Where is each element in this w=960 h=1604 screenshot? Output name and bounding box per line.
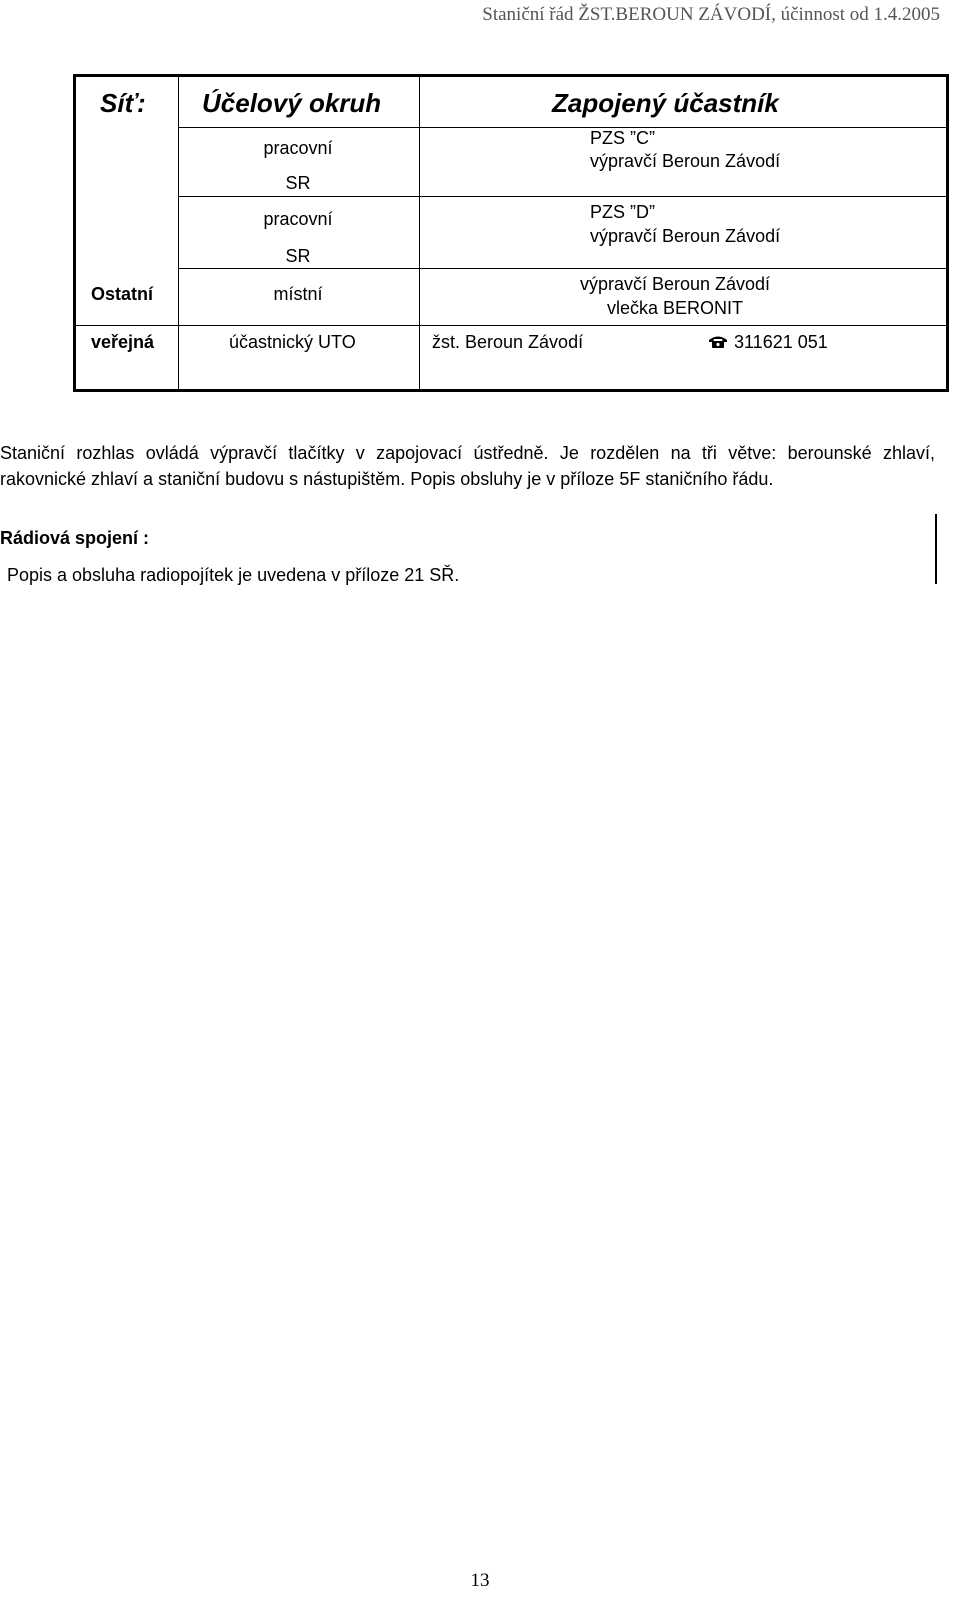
table-cell-circuit: místní [273, 284, 323, 304]
announcement-paragraph [0, 440, 935, 492]
page-header: Staniční řád ŽST.BEROUN ZÁVODÍ, účinnost od 1.4.2005 [482, 4, 940, 25]
phone-number-text: 311621 051 [734, 332, 828, 352]
announcement-text: Staniční rozhlas ovládá výpravčí tlačítky v zapojovací ústředně. Je rozdělen na tři větve: berounské zhlaví, rakovnické zhlaví a staniční budovu s nástupištěm. Popis obsluhy je v příloze 5F staničního řádu. [0, 443, 935, 489]
table-cell-participant: výpravčí Beroun Závodí [590, 151, 781, 171]
table-cell-participant: výpravčí Beroun Závodí [590, 226, 781, 246]
table-divider [178, 77, 179, 389]
table-cell-participant: výpravčí Beroun Závodí [579, 274, 771, 294]
table-cell-circuit: SR [285, 173, 311, 193]
table-cell-participant: PZS ”D” [590, 202, 655, 222]
table-cell-circuit: pracovní [263, 209, 333, 229]
radio-text: Popis a obsluha radiopojítek je uvedena v příloze 21 SŘ. [2, 565, 460, 585]
radio-heading: Rádiová spojení : [0, 528, 150, 548]
table-divider [178, 196, 949, 197]
table-cell-participant: žst. Beroun Závodí [432, 332, 584, 352]
table-header-circuit: Účelový okruh [202, 88, 382, 118]
table-divider [178, 268, 949, 269]
table-cell-net: veřejná [91, 332, 155, 352]
table-cell-circuit: účastnický UTO [229, 332, 356, 352]
table-divider [76, 325, 946, 326]
table-cell-circuit: pracovní [263, 138, 333, 158]
table-divider [419, 77, 420, 389]
phone-number [708, 332, 828, 353]
telephone-icon [708, 335, 728, 349]
table-header-participant: Zapojený účastník [552, 88, 779, 118]
table-divider [178, 127, 949, 128]
table-cell-participant: PZS ”C” [590, 128, 655, 148]
revision-bar [935, 514, 937, 584]
table-cell-circuit: SR [285, 246, 311, 266]
page-number: 13 [470, 1570, 490, 1591]
table-cell-net: Ostatní [91, 284, 154, 304]
table-cell-participant: vlečka BERONIT [606, 298, 744, 318]
table-header-net: Síť: [100, 88, 146, 118]
